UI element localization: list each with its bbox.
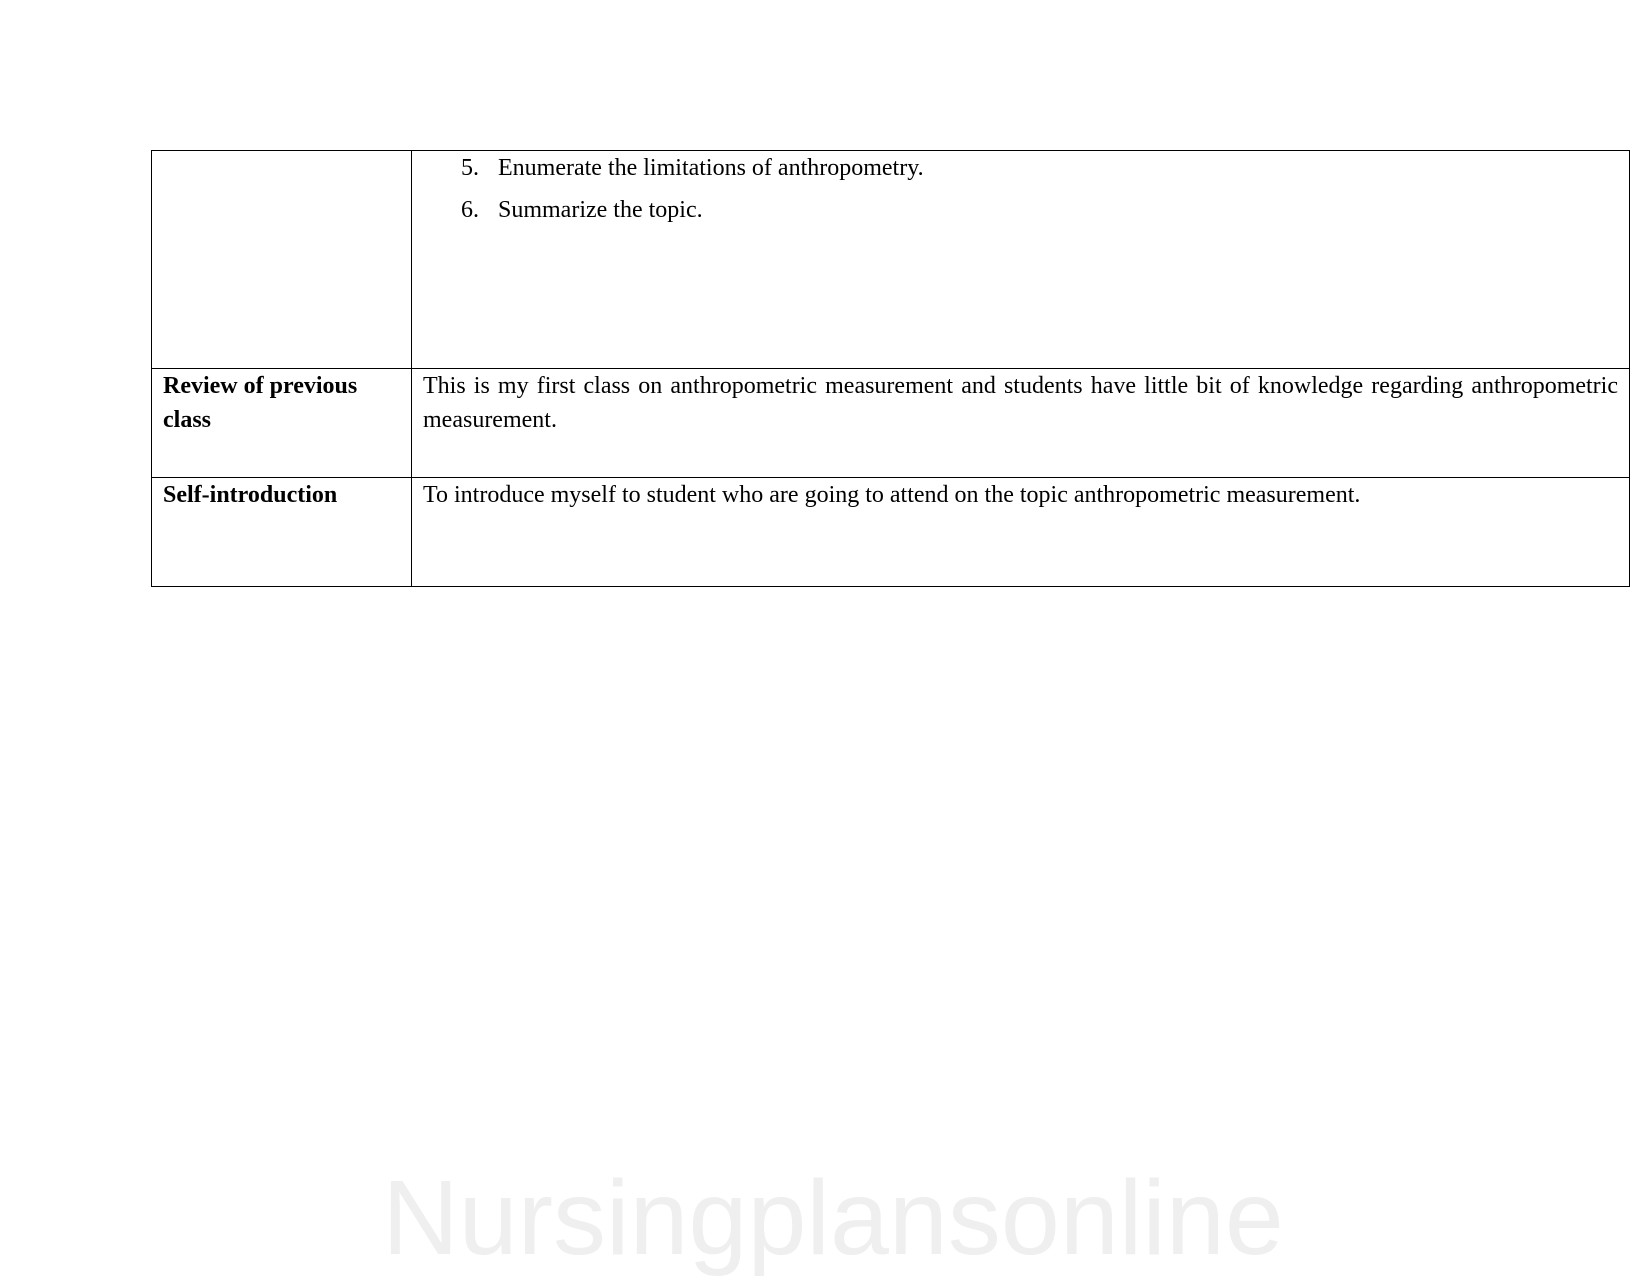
list-item-text: Summarize the topic.: [498, 197, 703, 223]
objectives-content-cell: [412, 151, 1630, 369]
self-intro-label: Self-introduction: [152, 478, 412, 587]
list-item: [461, 151, 1618, 193]
list-item-text: Enumerate the limitations of anthropometry.: [498, 155, 924, 181]
table-row: [152, 151, 1630, 369]
lesson-plan-table: [151, 150, 1630, 587]
watermark: Nursingplansonline: [382, 1159, 1284, 1277]
table-row: [152, 369, 1630, 478]
objectives-label-cell: [152, 151, 412, 369]
objectives-list: [423, 151, 1618, 235]
self-intro-text: To introduce myself to student who are going to attend on the topic anthropometric measurement.: [412, 478, 1630, 587]
review-text: This is my first class on anthropometric measurement and students have little bit of knowledge regarding anthropometric measurement.: [412, 369, 1630, 478]
list-item-number: 6.: [461, 197, 479, 223]
list-item: [461, 193, 1618, 235]
list-item-number: 5.: [461, 155, 479, 181]
review-label: Review of previous class: [152, 369, 412, 478]
table-row: [152, 478, 1630, 587]
